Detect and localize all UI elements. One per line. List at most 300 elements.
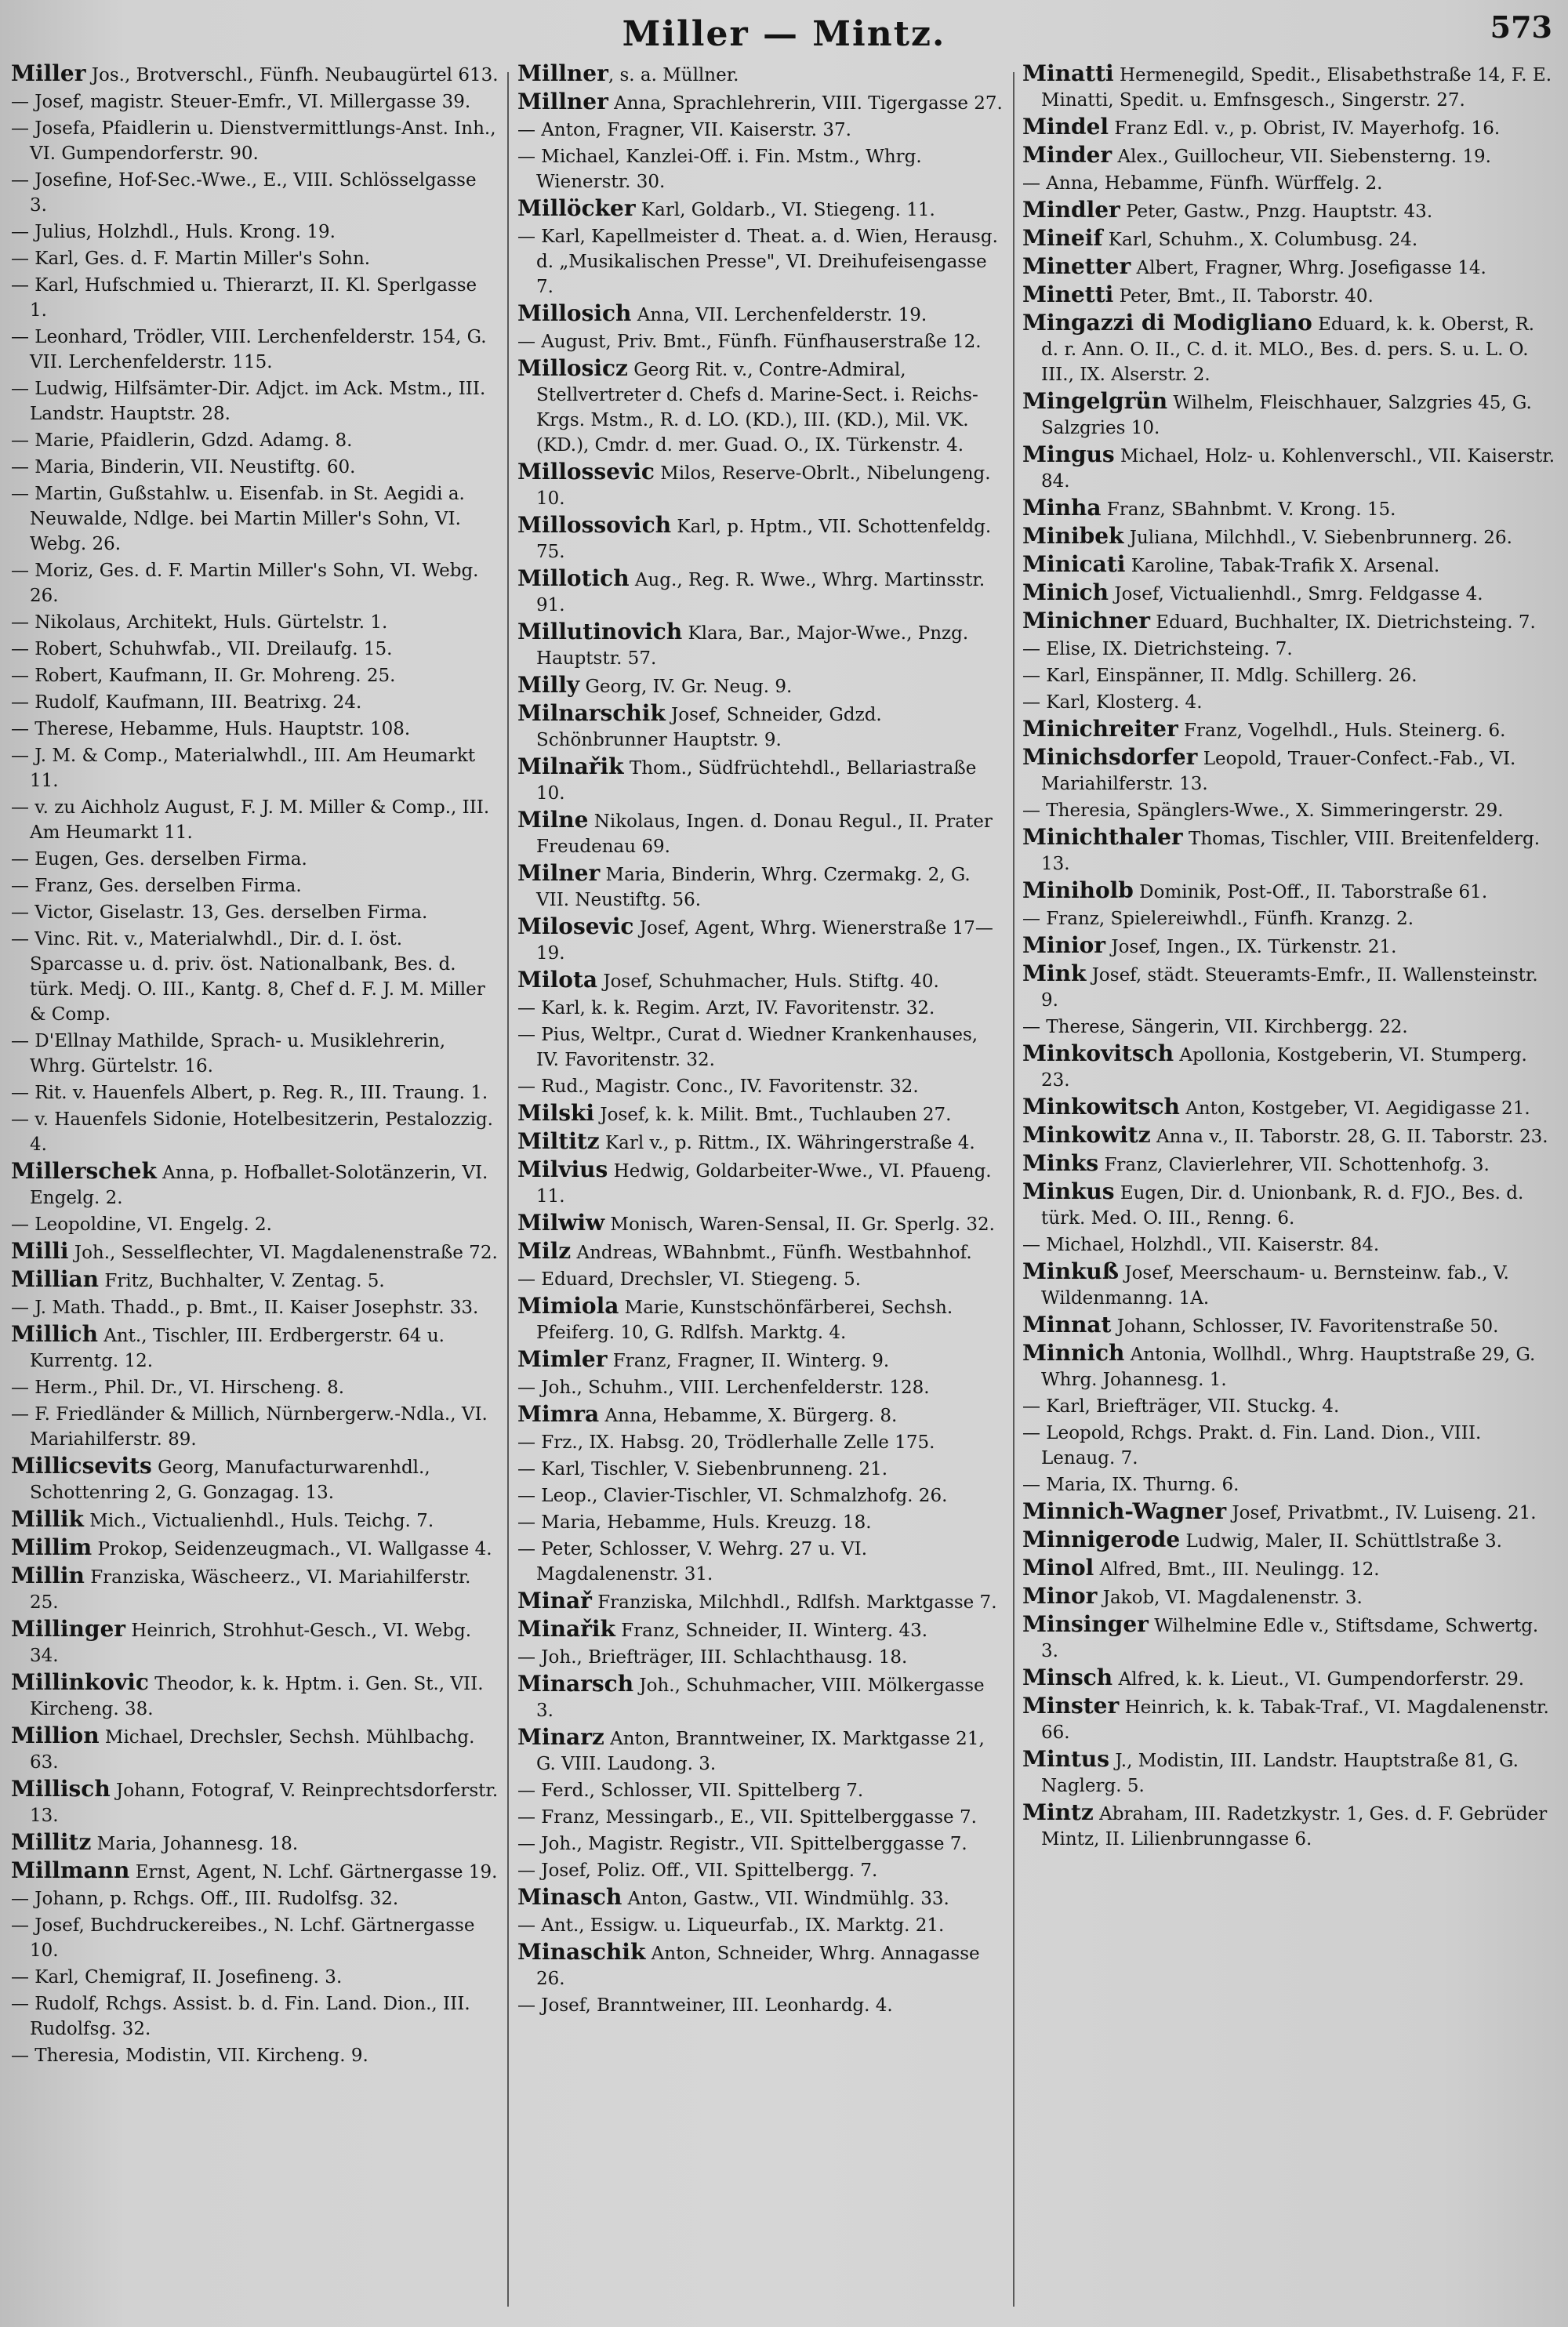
entry-surname: Minha <box>1022 495 1102 521</box>
entry-details: — Joh., Schuhm., VIII. Lerchenfelderstr. 128. <box>517 1378 930 1398</box>
directory-entry <box>11 325 499 375</box>
directory-entry <box>517 144 1005 194</box>
directory-entry <box>11 481 499 557</box>
directory-entry <box>517 1831 1005 1857</box>
directory-entry <box>11 743 499 793</box>
directory-entry <box>11 690 499 715</box>
entry-surname: Miltitz <box>517 1128 600 1154</box>
entry-details: Franz, Fragner, II. Winterg. 9. <box>607 1351 890 1371</box>
directory-entry <box>11 1267 499 1294</box>
entry-surname: Mindel <box>1022 114 1109 140</box>
directory-entry <box>11 220 499 245</box>
directory-entry <box>1022 798 1557 823</box>
running-head <box>0 9 1568 64</box>
entry-surname: Milwiw <box>517 1210 605 1236</box>
entry-details: Marie, Kunstschönfärberei, Sechsh. Pfeiferg. 10, G. Rdlfsh. Marktg. 4. <box>536 1298 953 1343</box>
directory-entry <box>517 1294 1005 1345</box>
entry-surname: Miller <box>11 61 86 86</box>
entry-details: Josef, Schneider, Gdzd. Schönbrunner Hauptstr. 9. <box>536 705 882 750</box>
directory-entry <box>11 246 499 271</box>
directory-entry <box>1022 878 1557 905</box>
entry-details: — August, Priv. Bmt., Fünfh. Fünfhauserstraße 12. <box>517 332 982 352</box>
entry-details: Michael, Drechsler, Sechsh. Mühlbachg. 63. <box>30 1727 475 1773</box>
directory-entry <box>11 900 499 925</box>
entry-details: — Therese, Sängerin, VII. Kirchbergg. 22. <box>1022 1017 1408 1037</box>
entry-surname: Minichreiter <box>1022 716 1178 742</box>
entry-details: Ernst, Agent, N. Lchf. Gärtnergasse 19. <box>129 1862 498 1882</box>
directory-entry <box>11 1402 499 1452</box>
entry-surname: Milner <box>517 860 601 886</box>
entry-details: Anna, p. Hofballet-Solotänzerin, VI. Engelg. 2. <box>30 1163 488 1208</box>
entry-surname: Milly <box>517 672 580 698</box>
column-divider <box>507 72 509 2307</box>
page-number: 573 <box>1490 9 1552 45</box>
entry-details: — Eduard, Drechsler, VI. Stiegeng. 5. <box>517 1269 862 1290</box>
directory-entry <box>517 1375 1005 1400</box>
entry-details: Maria, Binderin, Whrg. Czermakg. 2, G. VII. Neustiftg. 56. <box>536 865 971 910</box>
directory-entry <box>517 301 1005 328</box>
entry-details: Josef, Schuhmacher, Huls. Stiftg. 40. <box>597 971 939 992</box>
entry-surname: Millicsevits <box>11 1453 152 1479</box>
entry-details: — Leopoldine, VI. Engelg. 2. <box>11 1214 272 1235</box>
directory-entry <box>517 1430 1005 1455</box>
directory-entry <box>11 116 499 166</box>
directory-entry <box>1022 171 1557 196</box>
entry-surname: Minasch <box>517 1884 622 1910</box>
directory-entry <box>1022 552 1557 579</box>
directory-entry <box>517 1858 1005 1883</box>
directory-entry <box>1022 1179 1557 1231</box>
entry-details: Anna, Sprachlehrerin, VIII. Tigergasse 27. <box>608 93 1003 114</box>
directory-entry <box>1022 1394 1557 1419</box>
entry-details: Alfred, Bmt., III. Neulingg. 12. <box>1094 1559 1380 1580</box>
directory-entry <box>11 89 499 114</box>
directory-entry <box>1022 663 1557 688</box>
entry-details: — Pius, Weltpr., Curat d. Wiedner Krankenhauses, IV. Favoritenstr. 32. <box>517 1025 978 1070</box>
entry-surname: Minder <box>1022 142 1112 168</box>
directory-entry <box>517 1805 1005 1830</box>
directory-entry <box>1022 1694 1557 1745</box>
entry-details: — Ludwig, Hilfsämter-Dir. Adjct. im Ack. Mstm., III. Landstr. Hauptstr. 28. <box>11 379 486 424</box>
entry-details: Karoline, Tabak-Trafik X. Arsenal. <box>1125 556 1440 576</box>
entry-details: — Rudolf, Kaufmann, III. Beatrixg. 24. <box>11 692 362 713</box>
directory-entry <box>11 1563 499 1615</box>
entry-details: — Maria, IX. Thurng. 6. <box>1022 1475 1240 1495</box>
entry-details: — Leop., Clavier-Tischler, VI. Schmalzhofg. 26. <box>517 1486 948 1506</box>
entry-details: Ludwig, Maler, II. Schüttlstraße 3. <box>1180 1531 1502 1552</box>
entry-details: Michael, Holz- u. Kohlenverschl., VII. Kaiserstr. 84. <box>1041 446 1555 492</box>
entry-surname: Millin <box>11 1563 85 1588</box>
directory-entry <box>1022 1041 1557 1093</box>
directory-entry <box>11 663 499 688</box>
directory-entry <box>11 1858 499 1885</box>
entry-details: Josef, k. k. Milit. Bmt., Tuchlauben 27. <box>594 1105 952 1125</box>
entry-details: — Frz., IX. Habsg. 20, Trödlerhalle Zelle 175. <box>517 1432 935 1453</box>
directory-entry <box>517 329 1005 354</box>
entry-details: — Josef, Poliz. Off., VII. Spittelbergg. 7. <box>517 1861 878 1881</box>
entry-details: Karl, Schuhm., X. Columbusg. 24. <box>1102 230 1418 250</box>
entry-details: Josef, städt. Steueramts-Emfr., II. Wallensteinstr. 9. <box>1041 965 1538 1011</box>
entry-details: Antonia, Wollhdl., Whrg. Hauptstraße 29, G. Whrg. Johannesg. 1. <box>1041 1345 1536 1390</box>
entry-details: Maria, Johannesg. 18. <box>91 1834 299 1854</box>
entry-details: Mich., Victualienhdl., Huls. Teichg. 7. <box>83 1511 434 1531</box>
entry-surname: Mink <box>1022 960 1087 986</box>
directory-entry <box>517 1725 1005 1777</box>
directory-entry <box>11 637 499 662</box>
entry-details: Alex., Guillocheur, VII. Siebensterng. 19. <box>1112 147 1491 167</box>
directory-entry <box>1022 933 1557 960</box>
directory-entry <box>517 1913 1005 1938</box>
directory-entry <box>1022 608 1557 635</box>
entry-details: Georg, IV. Gr. Neug. 9. <box>579 677 793 697</box>
entry-details: — Josefine, Hof-Sec.-Wwe., E., VIII. Schlösselgasse 3. <box>11 170 477 216</box>
entry-surname: Millosicz <box>517 355 628 381</box>
entry-details: Andreas, WBahnbmt., Fünfh. Westbahnhof. <box>571 1243 972 1263</box>
directory-column-2 <box>517 61 1005 2319</box>
entry-surname: Minnich-Wagner <box>1022 1498 1227 1524</box>
entry-details: Franziska, Wäscheerz., VI. Mariahilferstr. 25. <box>30 1567 471 1613</box>
entry-surname: Millutinovich <box>517 619 683 644</box>
directory-entry <box>517 459 1005 511</box>
directory-entry <box>1022 825 1557 877</box>
directory-entry <box>11 455 499 480</box>
entry-details: — Victor, Giselastr. 13, Ges. derselben Firma. <box>11 902 428 923</box>
directory-entry <box>517 1157 1005 1209</box>
directory-entry <box>517 118 1005 143</box>
entry-details: — Leonhard, Trödler, VIII. Lerchenfelderstr. 154, G. VII. Lerchenfelderstr. 115. <box>11 327 487 372</box>
directory-entry <box>1022 961 1557 1013</box>
entry-details: Hedwig, Goldarbeiter-Wwe., VI. Pfaueng. 11. <box>536 1161 992 1207</box>
entry-details: — Karl, k. k. Regim. Arzt, IV. Favoritenstr. 32. <box>517 998 935 1018</box>
entry-details: Wilhelmine Edle v., Stiftsdame, Schwertg. 3. <box>1041 1616 1539 1661</box>
entry-surname: Millitz <box>11 1829 92 1855</box>
entry-details: — J. Math. Thadd., p. Bmt., II. Kaiser Josephstr. 33. <box>11 1298 479 1318</box>
directory-entry <box>11 1080 499 1105</box>
entry-details: Eduard, Buchhalter, IX. Dietrichsteing. 7. <box>1149 612 1536 633</box>
entry-details: Wilhelm, Fleischhauer, Salzgries 45, G. Salzgries 10. <box>1041 393 1532 438</box>
directory-entry <box>11 1029 499 1079</box>
entry-details: Eugen, Dir. d. Unionbank, R. d. FJO., Bes. d. türk. Med. O. III., Renng. 6. <box>1041 1183 1524 1229</box>
directory-entry <box>1022 1556 1557 1582</box>
directory-entry <box>1022 1341 1557 1392</box>
entry-details: Franz, Clavierlehrer, VII. Schottenhofg. 3. <box>1098 1155 1490 1175</box>
entry-surname: Milz <box>517 1238 572 1264</box>
entry-details: Nikolaus, Ingen. d. Donau Regul., II. Prater Freudenau 69. <box>536 811 993 857</box>
directory-entry <box>517 1940 1005 1991</box>
directory-entry <box>517 1885 1005 1911</box>
entry-surname: Millerschek <box>11 1158 157 1184</box>
directory-entry <box>1022 143 1557 169</box>
directory-entry <box>1022 906 1557 931</box>
entry-surname: Millner <box>517 89 608 114</box>
entry-surname: Minichner <box>1022 608 1150 633</box>
directory-entry <box>517 1588 1005 1615</box>
directory-entry <box>11 610 499 635</box>
entry-details: — Maria, Binderin, VII. Neustiftg. 60. <box>11 457 356 477</box>
directory-entry <box>11 1670 499 1722</box>
directory-entry <box>1022 745 1557 797</box>
entry-details: Franziska, Milchhdl., Rdlfsh. Marktgasse 7. <box>591 1592 997 1613</box>
directory-entry <box>517 224 1005 299</box>
entry-surname: Minsinger <box>1022 1611 1149 1637</box>
directory-entry <box>1022 1747 1557 1799</box>
entry-surname: Millik <box>11 1506 84 1532</box>
entry-surname: Millisch <box>11 1776 111 1802</box>
entry-details: Anton, Kostgeber, VI. Aegidigasse 21. <box>1179 1098 1530 1119</box>
directory-entry <box>11 1322 499 1374</box>
directory-entry <box>517 808 1005 859</box>
directory-entry <box>1022 1015 1557 1040</box>
directory-entry <box>11 1535 499 1562</box>
entry-details: — Karl, Chemigraf, II. Josefineng. 3. <box>11 1967 343 1988</box>
entry-details: — Robert, Kaufmann, II. Gr. Mohreng. 25. <box>11 666 396 686</box>
directory-entry <box>1022 1232 1557 1258</box>
entry-details: Thomas, Tischler, VIII. Breitenfelderg. 13. <box>1041 829 1541 874</box>
entry-details: Aug., Reg. R. Wwe., Whrg. Martinsstr. 91. <box>536 570 985 615</box>
entry-details: Johann, Schlosser, IV. Favoritenstraße 50. <box>1111 1316 1499 1337</box>
directory-entry <box>11 847 499 872</box>
directory-entry <box>517 1617 1005 1643</box>
directory-entry <box>11 1965 499 1990</box>
entry-surname: Miniholb <box>1022 877 1134 903</box>
directory-entry <box>517 754 1005 806</box>
entry-surname: Million <box>11 1723 100 1748</box>
directory-entry <box>517 1510 1005 1535</box>
entry-details: — Karl, Klosterg. 4. <box>1022 692 1203 713</box>
entry-details: — Karl, Einspänner, II. Mdlg. Schillerg. 26. <box>1022 666 1417 686</box>
entry-details: Theodor, k. k. Hptm. i. Gen. St., VII. Kircheng. 38. <box>30 1674 484 1719</box>
entry-details: — Josef, Branntweiner, III. Leonhardg. 4. <box>517 1995 893 2016</box>
directory-entry <box>11 1375 499 1400</box>
directory-entry <box>11 1913 499 1963</box>
directory-entry <box>1022 524 1557 550</box>
entry-details: Alfred, k. k. Lieut., VI. Gumpendorferstr. 29. <box>1112 1669 1525 1690</box>
entry-details: — F. Friedländer & Millich, Nürnbergerw.-Ndla., VI. Mariahilferstr. 89. <box>11 1404 488 1450</box>
entry-surname: Millosich <box>517 300 632 326</box>
directory-entry <box>517 356 1005 458</box>
entry-details: — Robert, Schuhwfab., VII. Dreilaufg. 15. <box>11 639 393 659</box>
entry-details: — v. Hauenfels Sidonie, Hotelbesitzerin, Pestalozzig. 4. <box>11 1109 493 1155</box>
entry-surname: Minor <box>1022 1583 1098 1609</box>
entry-details: — Rit. v. Hauenfels Albert, p. Reg. R., III. Traung. 1. <box>11 1083 488 1103</box>
directory-entry <box>1022 1800 1557 1852</box>
entry-details: Juliana, Milchhdl., V. Siebenbrunnerg. 26. <box>1123 528 1512 548</box>
entry-surname: Minicati <box>1022 551 1126 577</box>
entry-details: Karl, p. Hptm., VII. Schottenfeldg. 75. <box>536 517 992 562</box>
directory-entry <box>1022 1665 1557 1692</box>
entry-details: Abraham, III. Radetzkystr. 1, Ges. d. F. Gebrüder Mintz, II. Lilienbrunngasse 6. <box>1041 1804 1548 1850</box>
entry-details: Karl v., p. Rittm., IX. Währingerstraße 4. <box>599 1133 975 1153</box>
entry-surname: Minatti <box>1022 61 1114 86</box>
entry-surname: Minks <box>1022 1150 1099 1176</box>
directory-entry <box>1022 442 1557 494</box>
directory-entry <box>1022 1151 1557 1178</box>
entry-details: — Karl, Tischler, V. Siebenbrunneng. 21. <box>517 1459 888 1479</box>
directory-entry <box>11 1295 499 1320</box>
page-title: Miller — Mintz. <box>622 14 946 54</box>
directory-entry <box>517 1537 1005 1587</box>
entry-surname: Mimiola <box>517 1293 619 1319</box>
entry-details: — Franz, Messingarb., E., VII. Spittelberggasse 7. <box>517 1807 977 1828</box>
entry-details: Apollonia, Kostgeberin, VI. Stumperg. 23. <box>1041 1045 1527 1091</box>
directory-entry <box>1022 1584 1557 1610</box>
entry-surname: Mimra <box>517 1401 600 1427</box>
directory-entry <box>517 1778 1005 1803</box>
directory-column-3 <box>1022 61 1557 2319</box>
directory-entry <box>11 717 499 742</box>
entry-surname: Minkowitz <box>1022 1122 1151 1148</box>
entry-surname: Mingazzi di Modigliano <box>1022 310 1312 336</box>
entry-details: , s. a. Müllner. <box>608 65 739 85</box>
directory-entry <box>1022 1312 1557 1339</box>
directory-entry <box>517 566 1005 618</box>
entry-details: — Karl, Briefträger, VII. Stuckg. 4. <box>1022 1396 1340 1417</box>
entry-details: — Karl, Hufschmied u. Thierarzt, II. Kl. Sperlgasse 1. <box>11 275 477 321</box>
directory-entry <box>11 1777 499 1828</box>
directory-entry <box>1022 690 1557 715</box>
directory-entry <box>11 795 499 845</box>
directory-entry <box>11 376 499 427</box>
directory-entry <box>11 1830 499 1857</box>
entry-details: Ant., Tischler, III. Erdbergerstr. 64 u. Kurrentg. 12. <box>30 1326 445 1371</box>
entry-details: — Karl, Ges. d. F. Martin Miller's Sohn. <box>11 249 371 269</box>
entry-surname: Mindler <box>1022 197 1120 223</box>
entry-details: Prokop, Seidenzeugmach., VI. Wallgasse 4. <box>92 1539 492 1559</box>
entry-details: Karl, Goldarb., VI. Stiegeng. 11. <box>635 200 935 220</box>
directory-columns <box>11 61 1557 2319</box>
entry-details: — Josefa, Pfaidlerin u. Dienstvermittlungs-Anst. Inh., VI. Gumpendorferstr. 90. <box>11 118 496 164</box>
column-divider <box>1013 72 1014 2307</box>
directory-entry <box>517 1211 1005 1237</box>
directory-entry <box>517 196 1005 223</box>
entry-details: — v. zu Aichholz August, F. J. M. Miller & Comp., III. Am Heumarkt 11. <box>11 797 490 843</box>
entry-surname: Minich <box>1022 579 1109 605</box>
entry-surname: Millinkovic <box>11 1669 149 1695</box>
directory-entry <box>517 1239 1005 1265</box>
entry-details: — Maria, Hebamme, Huls. Kreuzg. 18. <box>517 1512 872 1533</box>
entry-surname: Milota <box>517 967 598 993</box>
directory-entry <box>517 61 1005 88</box>
entry-details: Eduard, k. k. Oberst, R. d. r. Ann. O. II., C. d. it. MLO., Bes. d. pers. S. u. L. O. III., IX. Alserstr. 2. <box>1041 314 1535 385</box>
directory-entry <box>1022 1259 1557 1311</box>
entry-details: Anton, Gastw., VII. Windmühlg. 33. <box>622 1889 949 1909</box>
entry-surname: Millmann <box>11 1857 130 1883</box>
entry-details: J., Modistin, III. Landstr. Hauptstraße 81, G. Naglerg. 5. <box>1041 1751 1519 1796</box>
entry-details: Anna v., II. Taborstr. 28, G. II. Taborstr. 23. <box>1150 1127 1548 1147</box>
directory-entry <box>1022 198 1557 224</box>
entry-surname: Minsch <box>1022 1664 1113 1690</box>
entry-surname: Minior <box>1022 932 1106 958</box>
entry-details: Heinrich, Strohhut-Gesch., VI. Webg. 34. <box>30 1621 472 1666</box>
entry-details: — Leopold, Rchgs. Prakt. d. Fin. Land. Dion., VIII. Lenaug. 7. <box>1022 1423 1482 1468</box>
directory-entry <box>1022 637 1557 662</box>
directory-entry <box>11 428 499 453</box>
entry-surname: Minetter <box>1022 253 1131 279</box>
directory-entry <box>11 927 499 1027</box>
entry-details: Fritz, Buchhalter, V. Zentag. 5. <box>99 1271 385 1291</box>
entry-details: — Anton, Fragner, VII. Kaiserstr. 37. <box>517 120 851 140</box>
directory-entry <box>11 1239 499 1265</box>
entry-details: — Franz, Spielereiwhdl., Fünfh. Kranzg. 2. <box>1022 909 1414 929</box>
entry-details: — Elise, IX. Dietrichsteing. 7. <box>1022 639 1293 659</box>
entry-details: — Marie, Pfaidlerin, Gdzd. Adamg. 8. <box>11 430 353 451</box>
entry-surname: Milli <box>11 1238 69 1264</box>
directory-entry <box>11 1886 499 1911</box>
entry-surname: Millinger <box>11 1616 126 1642</box>
directory-entry <box>1022 1421 1557 1471</box>
directory-entry <box>517 1022 1005 1073</box>
directory-entry <box>11 1212 499 1237</box>
entry-details: — Herm., Phil. Dr., VI. Hirscheng. 8. <box>11 1378 345 1398</box>
entry-details: Josef, Ingen., IX. Türkenstr. 21. <box>1105 937 1397 957</box>
entry-surname: Minnigerode <box>1022 1527 1181 1552</box>
directory-entry <box>517 996 1005 1021</box>
entry-details: Franz, Vogelhdl., Huls. Steinerg. 6. <box>1178 721 1506 741</box>
directory-entry <box>1022 1612 1557 1664</box>
entry-details: — Karl, Kapellmeister d. Theat. a. d. Wien, Herausg. d. „Musikalischen Presse", VI. Dreihufeisengasse 7. <box>517 227 998 297</box>
entry-details: — Vinc. Rit. v., Materialwhdl., Dir. d. I. öst. Sparcasse u. d. priv. öst. Nationalbank, Bes. d. türk. Medj. O. III., Kantg. 8, Chef d. F. J. M. Miller & Comp. <box>11 929 485 1025</box>
entry-details: — Theresia, Modistin, VII. Kircheng. 9. <box>11 2046 368 2066</box>
directory-entry <box>11 61 499 88</box>
entry-surname: Minkuß <box>1022 1258 1120 1284</box>
directory-entry <box>1022 496 1557 522</box>
entry-details: Franz Edl. v., p. Obrist, IV. Mayerhofg. 16. <box>1109 118 1501 139</box>
entry-surname: Minster <box>1022 1693 1120 1719</box>
entry-surname: Minaschik <box>517 1939 646 1965</box>
directory-entry <box>517 89 1005 116</box>
entry-surname: Millossovich <box>517 512 672 538</box>
entry-details: Franz, SBahnbmt. V. Krong. 15. <box>1101 499 1396 520</box>
entry-details: — Martin, Gußstahlw. u. Eisenfab. in St. Aegidi a. Neuwalde, Ndlge. bei Martin Miller's Sohn, VI. Webg. 26. <box>11 484 465 554</box>
entry-surname: Mintus <box>1022 1746 1110 1772</box>
entry-details: — Peter, Schlosser, V. Wehrg. 27 u. VI. Magdalenenstr. 31. <box>517 1539 868 1585</box>
directory-entry <box>11 1617 499 1668</box>
directory-entry <box>517 1483 1005 1508</box>
directory-entry <box>11 1507 499 1534</box>
directory-entry <box>11 168 499 218</box>
entry-details: — Rudolf, Rchgs. Assist. b. d. Fin. Land. Dion., III. Rudolfsg. 32. <box>11 1994 470 2039</box>
entry-surname: Mintz <box>1022 1799 1094 1825</box>
entry-details: — Joh., Briefträger, III. Schlachthausg. 18. <box>517 1647 908 1668</box>
entry-surname: Mingus <box>1022 441 1115 467</box>
entry-surname: Milvius <box>517 1156 608 1182</box>
directory-entry <box>1022 114 1557 141</box>
directory-entry <box>517 673 1005 699</box>
entry-surname: Mineif <box>1022 225 1103 251</box>
entry-details: — Ant., Essigw. u. Liqueurfab., IX. Marktg. 21. <box>517 1915 945 1936</box>
directory-entry <box>517 1993 1005 2018</box>
entry-details: — Therese, Hebamme, Huls. Hauptstr. 108. <box>11 719 411 739</box>
directory-entry <box>517 1457 1005 1482</box>
entry-surname: Milne <box>517 807 589 833</box>
entry-details: — Anna, Hebamme, Fünfh. Würffelg. 2. <box>1022 173 1383 194</box>
entry-details: — D'Ellnay Mathilde, Sprach- u. Musiklehrerin, Whrg. Gürtelstr. 16. <box>11 1031 446 1076</box>
entry-details: — Nikolaus, Architekt, Huls. Gürtelstr. 1. <box>11 612 388 633</box>
directory-entry <box>517 1645 1005 1670</box>
directory-entry <box>517 619 1005 671</box>
entry-details: — J. M. & Comp., Materialwhdl., III. Am Heumarkt 11. <box>11 746 476 791</box>
entry-surname: Minnat <box>1022 1312 1112 1338</box>
directory-entry <box>517 1101 1005 1127</box>
entry-details: — Michael, Holzhdl., VII. Kaiserstr. 84. <box>1022 1235 1380 1255</box>
directory-entry <box>11 1159 499 1211</box>
directory-entry <box>1022 1123 1557 1149</box>
entry-details: — Michael, Kanzlei-Off. i. Fin. Mstm., Whrg. Wienerstr. 30. <box>517 147 922 192</box>
directory-entry <box>1022 1499 1557 1526</box>
entry-details: Anton, Schneider, Whrg. Annagasse 26. <box>536 1944 980 1989</box>
directory-entry <box>11 1991 499 2042</box>
entry-surname: Milnarschik <box>517 700 666 726</box>
